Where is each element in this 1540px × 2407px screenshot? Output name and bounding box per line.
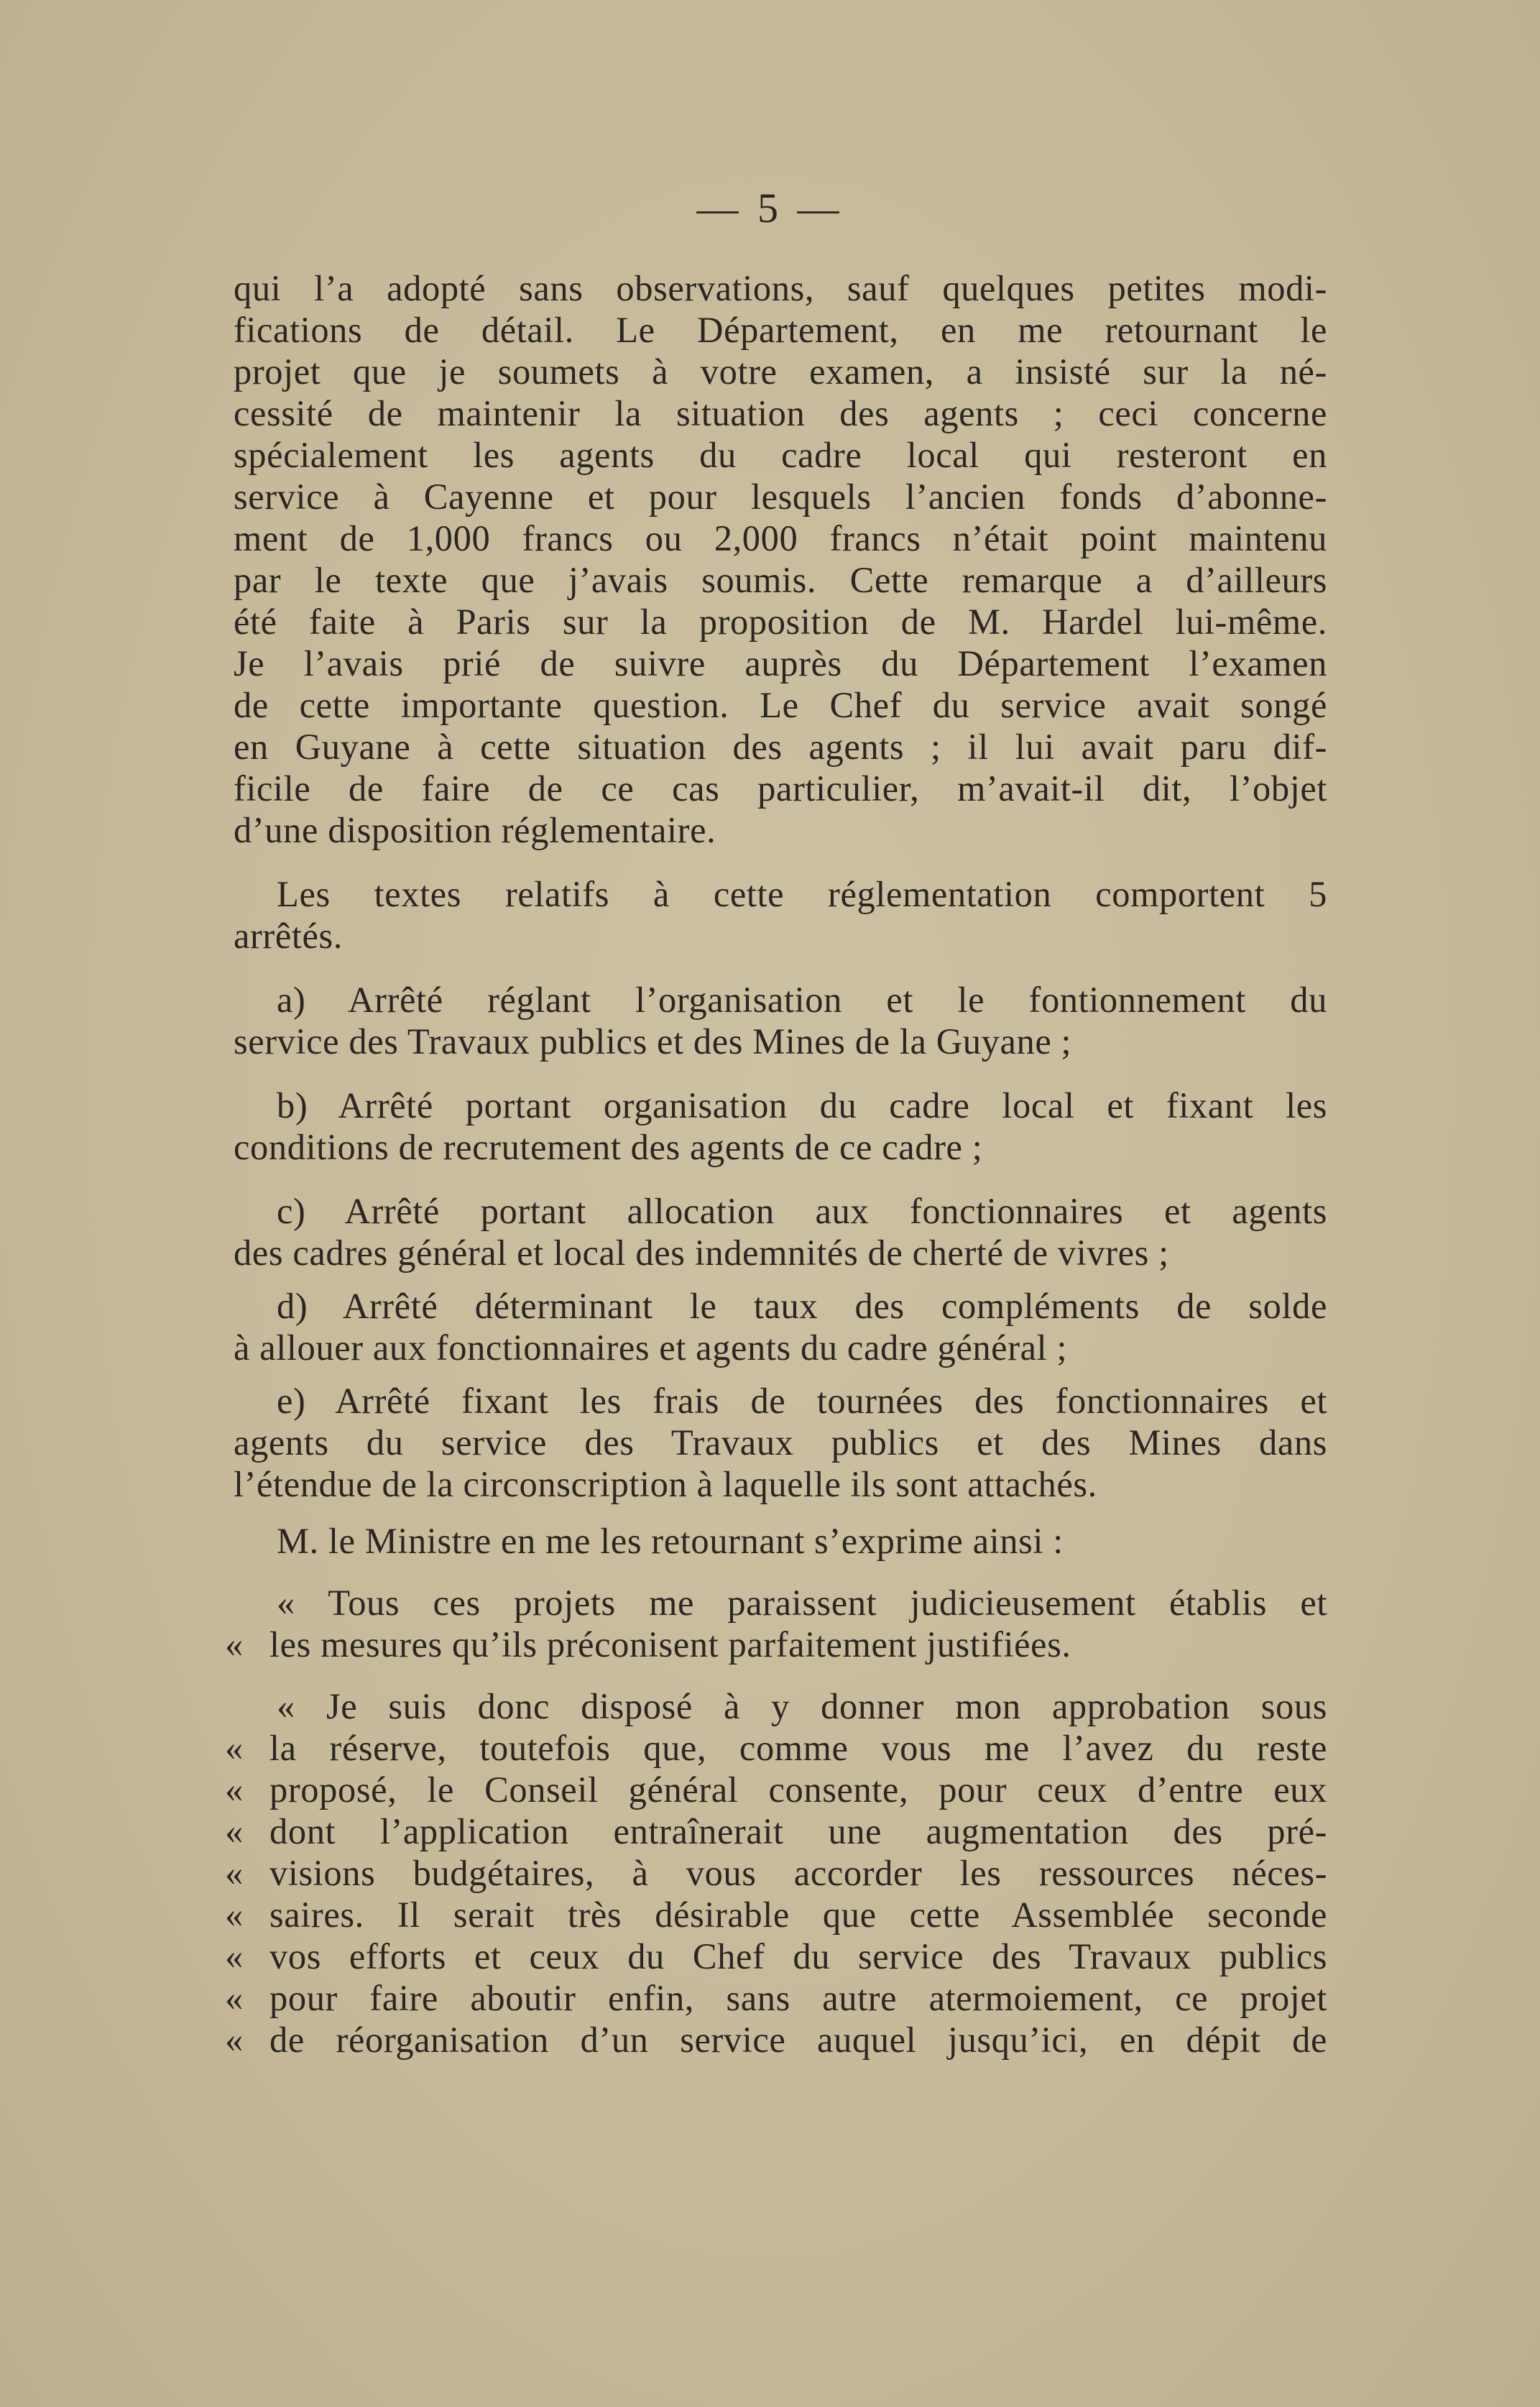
text-line: Je l’avais prié de suivre auprès du Département l’examen xyxy=(234,643,1327,684)
text-line: conditions de recrutement des agents de ce cadre ; xyxy=(234,1127,983,1167)
quote-mark: « xyxy=(225,1769,244,1810)
text-line: Les textes relatifs à cette réglementation comportent 5 xyxy=(277,874,1327,914)
quote-line: de réorganisation d’un service auquel jusqu’ici, en dépit de xyxy=(269,2020,1327,2060)
text-line: à allouer aux fonctionnaires et agents du cadre général ; xyxy=(234,1327,1068,1368)
text-line: l’étendue de la circonscription à laquelle ils sont attachés. xyxy=(234,1464,1097,1504)
list-item-a: a) Arrêté réglant l’organisation et le fontionnement du xyxy=(277,980,1327,1020)
text-line: des cadres général et local des indemnités de cherté de vivres ; xyxy=(234,1233,1169,1273)
quote-line: proposé, le Conseil général consente, pour ceux d’entre eux xyxy=(269,1769,1327,1810)
list-item-c: c) Arrêté portant allocation aux fonctionnaires et agents xyxy=(277,1191,1327,1231)
text-line: fications de détail. Le Département, en me retournant le xyxy=(234,310,1327,350)
text-line: d’une disposition réglementaire. xyxy=(234,810,716,850)
quote-mark: « xyxy=(225,1853,244,1893)
list-item-b: b) Arrêté portant organisation du cadre local et fixant les xyxy=(277,1085,1327,1126)
text-line: ficile de faire de ce cas particulier, m’avait-il dit, l’objet xyxy=(234,768,1327,809)
text-line: spécialement les agents du cadre local qui resteront en xyxy=(234,435,1327,475)
text-line: par le texte que j’avais soumis. Cette remarque a d’ailleurs xyxy=(234,560,1327,600)
quote-mark: « xyxy=(225,1624,244,1665)
page-number: — 5 — xyxy=(696,185,844,231)
quote-mark: « xyxy=(225,1895,244,1935)
text-line: service à Cayenne et pour lesquels l’ancien fonds d’abonne- xyxy=(234,477,1327,517)
quote-mark: « xyxy=(225,1811,244,1851)
quote-line: « Je suis donc disposé à y donner mon approbation sous xyxy=(277,1686,1327,1726)
quote-mark: « xyxy=(225,2020,244,2060)
text-line: qui l’a adopté sans observations, sauf quelques petites modi- xyxy=(234,268,1327,308)
quote-mark: « xyxy=(225,1978,244,2018)
quote-mark: « xyxy=(225,1728,244,1768)
quote-line: pour faire aboutir enfin, sans autre atermoiement, ce projet xyxy=(269,1978,1327,2018)
text-line: agents du service des Travaux publics et des Mines dans xyxy=(234,1422,1327,1463)
text-line: été faite à Paris sur la proposition de M. Hardel lui-même. xyxy=(234,602,1327,642)
text-line: M. le Ministre en me les retournant s’exprime ainsi : xyxy=(277,1521,1064,1561)
list-item-e: e) Arrêté fixant les frais de tournées des fonctionnaires et xyxy=(277,1381,1327,1421)
quote-line: la réserve, toutefois que, comme vous me l’avez du reste xyxy=(269,1728,1327,1768)
text-line: ment de 1,000 francs ou 2,000 francs n’était point maintenu xyxy=(234,518,1327,558)
text-line: arrêtés. xyxy=(234,916,343,956)
text-line: projet que je soumets à votre examen, a insisté sur la né- xyxy=(234,351,1327,392)
quote-line: visions budgétaires, à vous accorder les ressources néces- xyxy=(269,1853,1327,1893)
quote-line: les mesures qu’ils préconisent parfaitement justifiées. xyxy=(269,1624,1071,1665)
text-line: de cette importante question. Le Chef du service avait songé xyxy=(234,685,1327,725)
list-item-d: d) Arrêté déterminant le taux des compléments de solde xyxy=(277,1286,1327,1326)
text-line: service des Travaux publics et des Mines de la Guyane ; xyxy=(234,1021,1072,1062)
quote-line: saires. Il serait très désirable que cette Assemblée seconde xyxy=(269,1895,1327,1935)
text-line: cessité de maintenir la situation des agents ; ceci concerne xyxy=(234,393,1327,433)
quote-line: dont l’application entraînerait une augmentation des pré- xyxy=(269,1811,1327,1851)
quote-mark: « xyxy=(225,1936,244,1976)
text-line: en Guyane à cette situation des agents ; il lui avait paru dif- xyxy=(234,727,1327,767)
quote-line: vos efforts et ceux du Chef du service des Travaux publics xyxy=(269,1936,1327,1976)
quote-line: « Tous ces projets me paraissent judicieusement établis et xyxy=(277,1583,1327,1623)
